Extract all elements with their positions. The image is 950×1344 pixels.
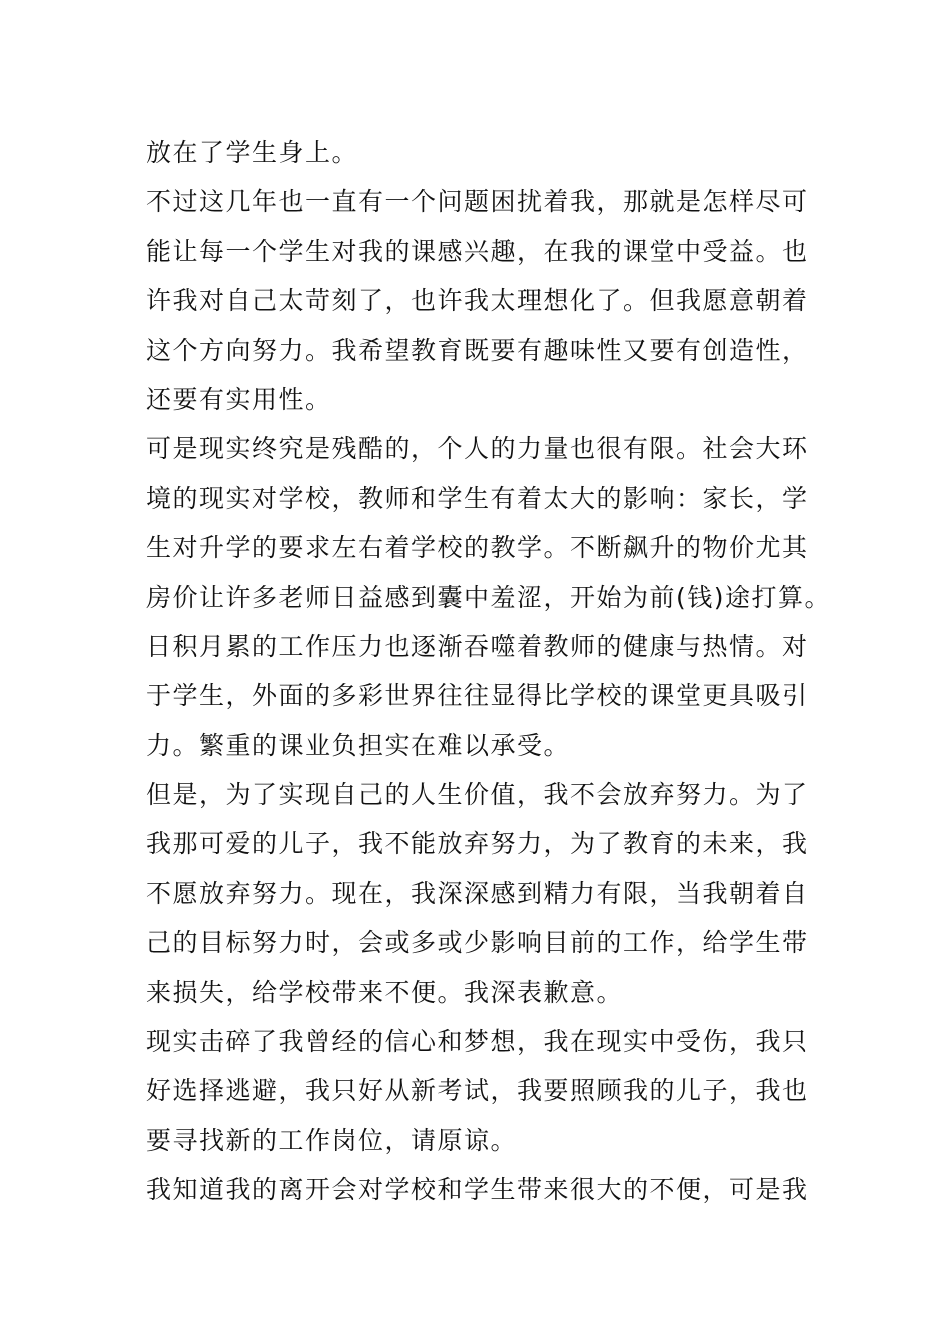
text-line: 日积月累的工作压力也逐渐吞噬着教师的健康与热情。对 bbox=[146, 631, 809, 661]
body-text bbox=[146, 128, 846, 1215]
text-line: 现实击碎了我曾经的信心和梦想，我在现实中受伤，我只 bbox=[146, 1027, 809, 1057]
text-line: 不过这几年也一直有一个问题困扰着我，那就是怎样尽可 bbox=[146, 187, 809, 217]
text-line: 境的现实对学校，教师和学生有着太大的影响：家长，学 bbox=[146, 483, 809, 513]
text-line: 来损失，给学校带来不便。我深表歉意。 bbox=[146, 977, 624, 1007]
text-line: 可是现实终究是残酷的，个人的力量也很有限。社会大环 bbox=[146, 434, 809, 464]
text-line: 要寻找新的工作岗位，请原谅。 bbox=[146, 1125, 518, 1155]
text-line: 这个方向努力。我希望教育既要有趣味性又要有创造性， bbox=[146, 335, 809, 365]
text-line: 我那可爱的儿子，我不能放弃努力，为了教育的未来，我 bbox=[146, 829, 809, 859]
text-line: 不愿放弃努力。现在，我深深感到精力有限，当我朝着自 bbox=[146, 878, 809, 908]
text-line: 但是，为了实现自己的人生价值，我不会放弃努力。为了 bbox=[146, 780, 809, 810]
text-line: 能让每一个学生对我的课感兴趣，在我的课堂中受益。也 bbox=[146, 236, 809, 266]
text-line: 好选择逃避，我只好从新考试，我要照顾我的儿子，我也 bbox=[146, 1076, 809, 1106]
text-line: 房价让许多老师日益感到囊中羞涩，开始为前(钱)途打算。 bbox=[146, 582, 832, 612]
text-line: 生对升学的要求左右着学校的教学。不断飙升的物价尤其 bbox=[146, 533, 809, 563]
text-line: 许我对自己太苛刻了，也许我太理想化了。但我愿意朝着 bbox=[146, 286, 809, 316]
text-line: 于学生，外面的多彩世界往往显得比学校的课堂更具吸引 bbox=[146, 681, 809, 711]
text-line: 己的目标努力时，会或多或少影响目前的工作，给学生带 bbox=[146, 928, 809, 958]
text-line: 力。繁重的课业负担实在难以承受。 bbox=[146, 730, 571, 760]
text-line: 还要有实用性。 bbox=[146, 384, 332, 414]
text-line: 放在了学生身上。 bbox=[146, 138, 359, 167]
text-line: 我知道我的离开会对学校和学生带来很大的不便，可是我 bbox=[146, 1175, 809, 1205]
